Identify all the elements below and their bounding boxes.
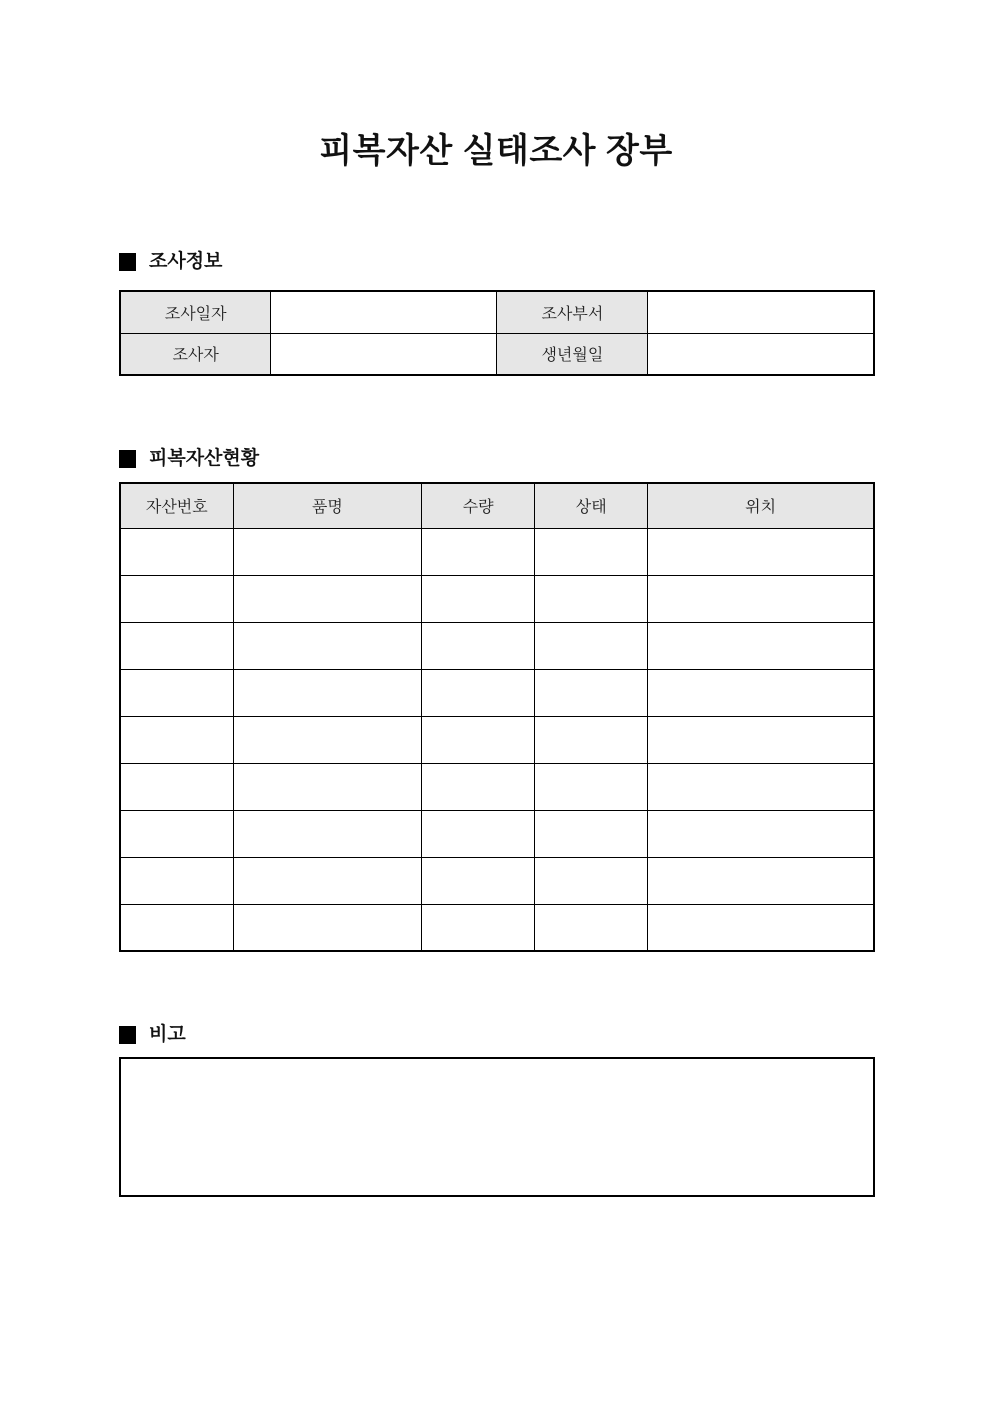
- asset-row: [120, 716, 874, 763]
- asset-cell: [233, 763, 422, 810]
- section-bullet-icon: [119, 1026, 136, 1044]
- section-bullet-icon: [119, 450, 136, 468]
- asset-cell: [120, 763, 233, 810]
- asset-cell: [422, 810, 535, 857]
- asset-cell: [422, 575, 535, 622]
- asset-cell: [233, 716, 422, 763]
- asset-cell: [422, 669, 535, 716]
- asset-cell: [535, 810, 648, 857]
- section-heading-label: 비고: [149, 1024, 186, 1045]
- asset-cell: [648, 716, 874, 763]
- asset-cell: [648, 857, 874, 904]
- asset-cell: [233, 622, 422, 669]
- table-row: [120, 333, 874, 375]
- asset-row: [120, 528, 874, 575]
- column-header-item-name: 품명: [233, 483, 422, 528]
- asset-cell: [120, 810, 233, 857]
- asset-row: [120, 669, 874, 716]
- asset-row: [120, 763, 874, 810]
- field-value-birth-date: [648, 333, 874, 375]
- asset-cell: [422, 528, 535, 575]
- asset-row: [120, 857, 874, 904]
- asset-cell: [120, 622, 233, 669]
- asset-cell: [535, 857, 648, 904]
- table-row: [120, 291, 874, 333]
- asset-cell: [535, 622, 648, 669]
- asset-cell: [648, 904, 874, 951]
- asset-cell: [648, 763, 874, 810]
- asset-cell: [233, 528, 422, 575]
- asset-cell: [120, 528, 233, 575]
- asset-cell: [648, 575, 874, 622]
- field-label-survey-date: 조사일자: [120, 291, 271, 333]
- asset-row: [120, 810, 874, 857]
- asset-cell: [233, 904, 422, 951]
- asset-cell: [648, 528, 874, 575]
- column-header-location: 위치: [648, 483, 874, 528]
- asset-cell: [535, 763, 648, 810]
- asset-cell: [648, 622, 874, 669]
- asset-cell: [422, 622, 535, 669]
- section-bullet-icon: [119, 253, 136, 271]
- asset-cell: [233, 857, 422, 904]
- asset-cell: [535, 716, 648, 763]
- asset-cell: [422, 716, 535, 763]
- section-heading-label: 조사정보: [149, 251, 223, 272]
- asset-cell: [535, 575, 648, 622]
- page-title: 피복자산 실태조사 장부: [319, 132, 673, 170]
- asset-cell: [422, 857, 535, 904]
- remarks-box: [119, 1057, 875, 1197]
- asset-row: [120, 904, 874, 951]
- field-label-birth-date: 생년월일: [497, 333, 648, 375]
- asset-row: [120, 575, 874, 622]
- asset-cell: [120, 904, 233, 951]
- asset-cell: [120, 575, 233, 622]
- asset-cell: [535, 669, 648, 716]
- asset-cell: [422, 904, 535, 951]
- asset-cell: [648, 810, 874, 857]
- table-header-row: [120, 483, 874, 528]
- column-header-condition: 상태: [535, 483, 648, 528]
- asset-cell: [233, 669, 422, 716]
- asset-status-table: [119, 482, 875, 952]
- asset-table-body: [120, 528, 874, 951]
- section-heading-label: 피복자산현황: [149, 448, 260, 469]
- column-header-asset-number: 자산번호: [120, 483, 233, 528]
- field-value-survey-department: [648, 291, 874, 333]
- field-label-survey-department: 조사부서: [497, 291, 648, 333]
- asset-cell: [535, 904, 648, 951]
- asset-cell: [233, 575, 422, 622]
- asset-cell: [233, 810, 422, 857]
- section-heading-asset-status: [119, 448, 875, 470]
- asset-cell: [120, 857, 233, 904]
- survey-info-table: [119, 290, 875, 376]
- section-heading-remarks: [119, 1024, 875, 1046]
- column-header-quantity: 수량: [422, 483, 535, 528]
- asset-cell: [120, 716, 233, 763]
- asset-cell: [648, 669, 874, 716]
- field-value-surveyor: [271, 333, 497, 375]
- section-heading-survey-info: [119, 251, 875, 273]
- field-label-surveyor: 조사자: [120, 333, 271, 375]
- field-value-survey-date: [271, 291, 497, 333]
- asset-cell: [120, 669, 233, 716]
- asset-row: [120, 622, 874, 669]
- asset-cell: [422, 763, 535, 810]
- asset-cell: [535, 528, 648, 575]
